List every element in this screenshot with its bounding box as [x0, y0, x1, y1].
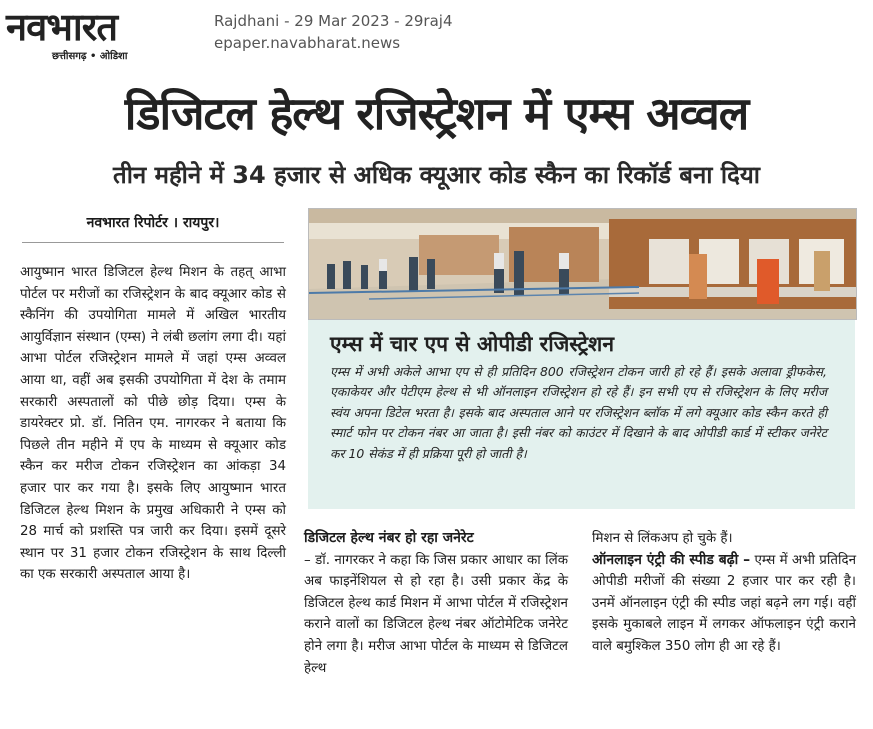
column-3-text: एम्स में अभी प्रतिदिन ओपीडी मरीजों की संख्या 2 हजार पार कर रही है। उनमें ऑनलाइन एंट्री की स्पीड जहां बढ़ने लग गई। वहीं इसके मुकाबले लाइन में लगकर ऑफलाइन एंट्री कराने वाले बमुश्किल 350 लोग ही आ रहे हैं।	[592, 552, 856, 654]
article-column-2	[304, 528, 568, 679]
edition-line: Rajdhani - 29 Mar 2023 - 29raj4	[214, 12, 453, 30]
byline: नवभारत रिपोर्टर । रायपुर।	[86, 215, 220, 231]
logo-text: नवभारत	[6, 4, 117, 49]
byline-divider	[22, 242, 284, 243]
subheadline: तीन महीने में 34 हजार से अधिक क्यूआर कोड स्कैन का रिकॉर्ड बना दिया	[113, 161, 760, 189]
edition-info	[214, 10, 453, 54]
hospital-registration-photo	[308, 208, 857, 320]
newspaper-logo	[6, 4, 204, 62]
headline: डिजिटल हेल्थ रजिस्ट्रेशन में एम्स अव्वल	[124, 87, 749, 140]
logo-subtitle: छत्तीसगढ़ • ओडिशा	[52, 51, 128, 62]
column-3-section	[592, 550, 856, 658]
box-body: एम्स में अभी अकेले आभा एप से ही प्रतिदिन 800 रजिस्ट्रेशन टोकन जारी हो रहे हैं। इसके अलावा ड्रीफकेस, एकाकेयर और पेटीएम हेल्थ से भी ऑनलाइन रजिस्ट्रेशन हो रहे हैं। इन सभी एप से रजिस्ट्रेशन के लिए मरीज स्वंय अपना डिटेल भरता है। इसके बाद अस्पताल आने पर रजिस्ट्रेशन ब्लॉक में लगे क्यूआर कोड स्कैन करते ही स्मार्ट फोन पर टोकन नंबर आ जाता है। इसी नंबर को काउंटर में दिखाने के बाद ओपीडी कार्ड में स्टीकर जनेरेट कर 10 सेकंड में ही प्रक्रिया पूरी हो जाती है।	[330, 364, 827, 461]
column-3-heading: ऑनलाइन एंट्री की स्पीड बढ़ी –	[592, 551, 751, 568]
website-link[interactable]: epaper.navabharat.news	[214, 34, 401, 52]
column-3-text-start: मिशन से लिंकअप हो चुके हैं।	[592, 531, 733, 546]
column-2-text: – डॉ. नागरकर ने कहा कि जिस प्रकार आधार का लिंक अब फाइनेंशियल से हो रहा है। उसी प्रकार केंद्र के डिजिटल हेल्थ कार्ड मिशन में आभा पोर्टल में रजिस्ट्रेशन कराने वालों का डिजिटल हेल्थ नंबर ऑटोमेटिक जनेरेट होने लगा है। मरीज आभा पोर्टल के माध्यम से डिजिटल हेल्थ	[304, 552, 568, 676]
article-column-3	[592, 528, 856, 658]
sidebar-box	[308, 320, 855, 509]
article-column-1: आयुष्मान भारत डिजिटल हेल्थ मिशन के तहत् आभा पोर्टल पर मरीजों का रजिस्ट्रेशन के बाद क्यूआर कोड से स्कैनिंग की उपयोगिता मामले में अखिल भारतीय आयुर्विज्ञान संस्थान (एम्स) ने लंबी छलांग लगा दी। यहां आभा पोर्टल रजिस्ट्रेशन मामले में जहां एम्स अव्वल आया था, वहीं अब इसकी उपयोगिता में देश के तमाम सरकारी अस्पतालों को पीछे छोड़ दिया। एम्स के डायरेक्टर प्रो. डॉ. नितिन एम. नागरकर ने बताया कि पिछले तीन महीने में एप के माध्यम से क्यूआर कोड स्कैन कर मरीज टोकन रजिस्ट्रेशन का आंकड़ा 34 हजार पार कर गया है। इसके लिए आयुष्मान भारत डिजिटल हेल्थ मिशन के प्रमुख अधिकारी ने एम्स को 28 मार्च को प्रशस्ति पत्र जारी कर दिया। इसमें दूसरे स्थान पर 31 हजार टोकन रजिस्ट्रेशन के साथ दिल्ली का एक सरकारी अस्पताल आया है।	[20, 265, 286, 583]
box-title: एम्स में चार एप से ओपीडी रजिस्ट्रेशन	[330, 332, 614, 356]
column-2-heading: डिजिटल हेल्थ नंबर हो रहा जनेरेट	[304, 530, 474, 546]
masthead	[0, 0, 873, 66]
